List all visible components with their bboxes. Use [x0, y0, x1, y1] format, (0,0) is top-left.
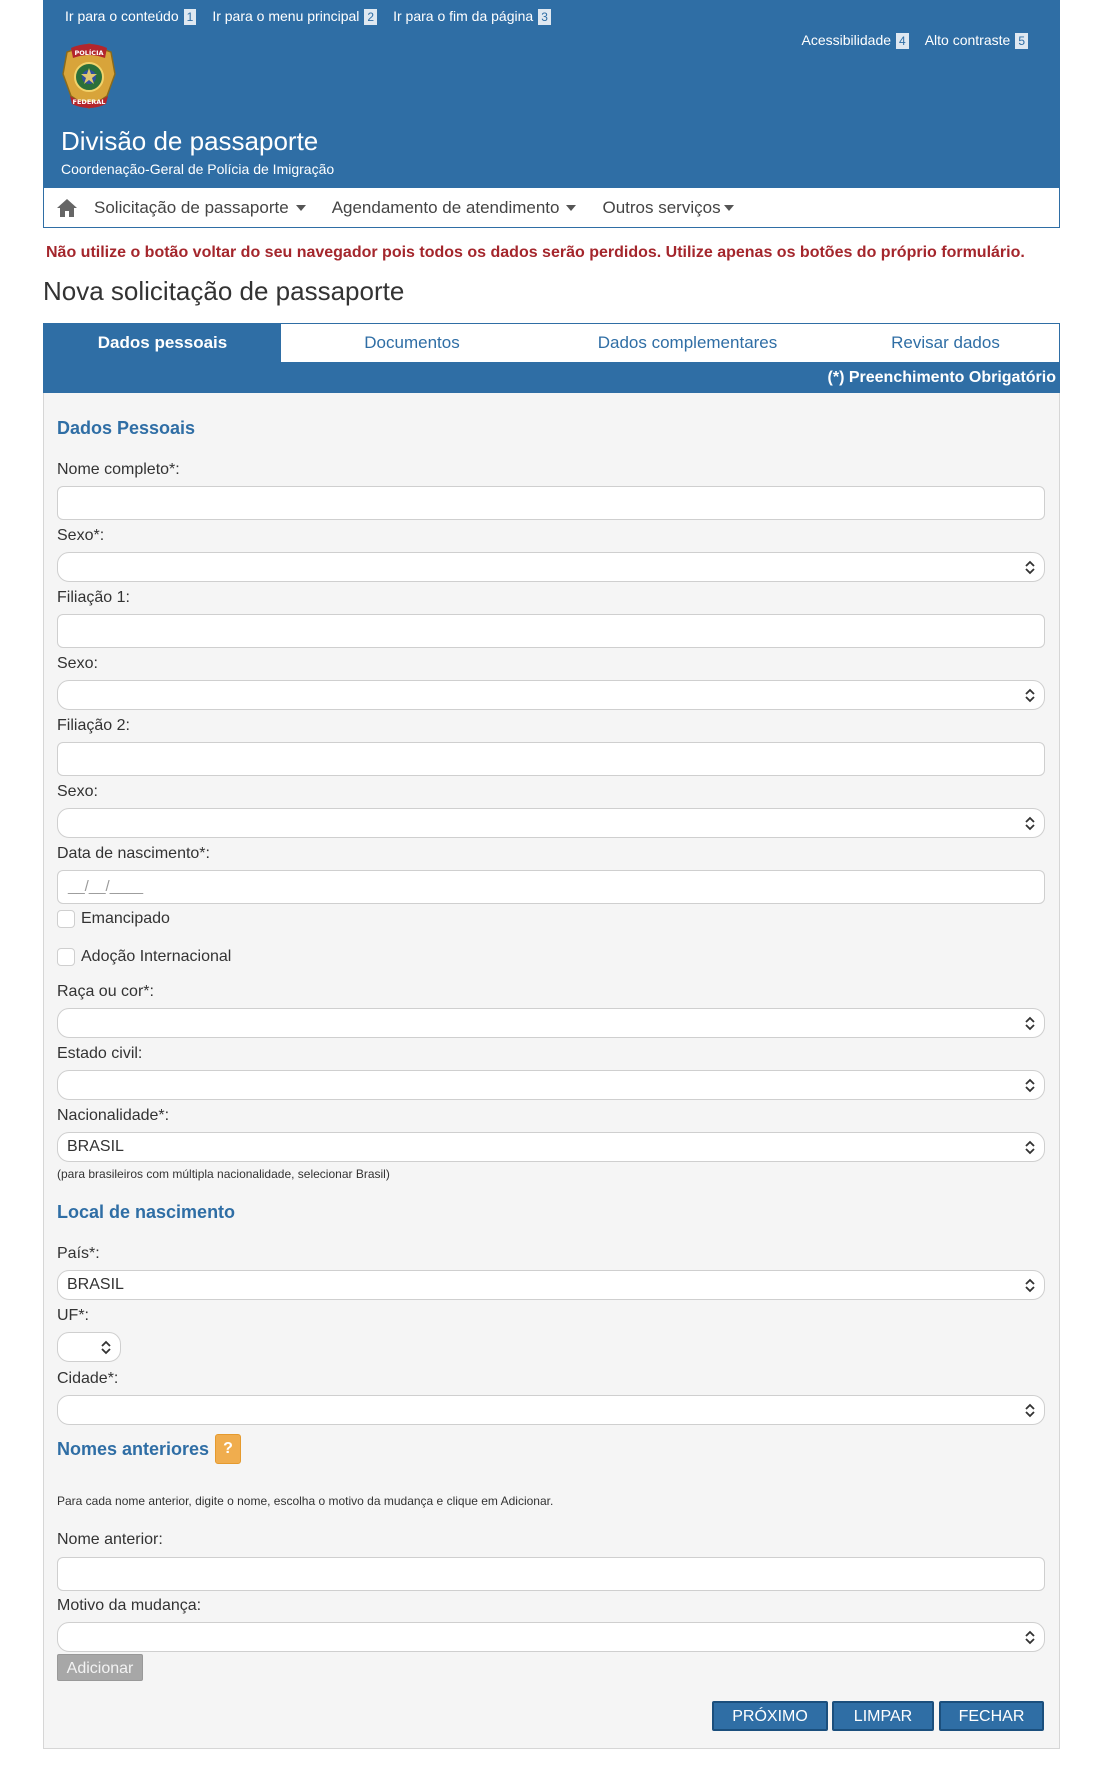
nome-completo-input[interactable] — [57, 486, 1045, 520]
pais-select[interactable]: BRASIL — [57, 1270, 1045, 1300]
select-arrows-icon — [1024, 1078, 1036, 1093]
accessibility-link[interactable]: Acessibilidade 4 — [802, 32, 909, 49]
caret-down-icon — [296, 205, 306, 211]
nav-item-outros[interactable]: Outros serviços — [602, 198, 733, 218]
skip-to-menu-link[interactable]: Ir para o menu principal 2 — [212, 8, 377, 25]
emancipado-checkbox[interactable]: Emancipado — [57, 910, 170, 928]
select-arrows-icon — [1024, 1278, 1036, 1293]
adicionar-button[interactable]: Adicionar — [57, 1654, 143, 1681]
label-sexo: Sexo*: — [57, 527, 105, 544]
high-contrast-link[interactable]: Alto contraste 5 — [925, 32, 1028, 49]
skip-links — [65, 8, 551, 25]
raca-cor-select[interactable] — [57, 1008, 1045, 1038]
select-arrows-icon — [1024, 688, 1036, 703]
label-filiacao-2: Filiação 2: — [57, 717, 130, 734]
checkbox-box[interactable] — [57, 910, 75, 928]
home-icon[interactable] — [56, 197, 78, 219]
label-uf: UF*: — [57, 1307, 89, 1324]
filiacao-1-input[interactable] — [57, 614, 1045, 648]
help-icon[interactable]: ? — [215, 1434, 241, 1464]
nacionalidade-hint: (para brasileiros com múltipla nacionalidade, selecionar Brasil) — [57, 1167, 390, 1181]
data-nascimento-input[interactable]: __/__/____ — [57, 870, 1045, 904]
limpar-button[interactable]: LIMPAR — [832, 1701, 934, 1731]
sexo-filiacao-2-select[interactable] — [57, 808, 1045, 838]
accessibility-links — [802, 32, 1028, 49]
filiacao-2-input[interactable] — [57, 742, 1045, 776]
label-filiacao-1: Filiação 1: — [57, 589, 130, 606]
back-button-warning: Não utilize o botão voltar do seu navegador pois todos os dados serão perdidos. Utilize apenas os botões do próprio formulário. — [46, 244, 1025, 261]
required-fields-note: (*) Preenchimento Obrigatório — [43, 363, 1060, 393]
main-nav — [43, 188, 1060, 228]
policia-federal-badge-icon — [61, 42, 117, 112]
tab-revisar-dados[interactable]: Revisar dados — [891, 333, 1000, 352]
caret-down-icon — [724, 205, 734, 211]
label-nacionalidade: Nacionalidade*: — [57, 1107, 170, 1124]
section-nomes-anteriores-header — [57, 1434, 241, 1464]
nome-anterior-input[interactable] — [57, 1557, 1045, 1591]
proximo-button[interactable]: PRÓXIMO — [712, 1701, 828, 1731]
skip-to-content-link[interactable]: Ir para o conteúdo 1 — [65, 8, 196, 25]
estado-civil-select[interactable] — [57, 1070, 1045, 1100]
label-estado-civil: Estado civil: — [57, 1045, 143, 1062]
label-nome-anterior: Nome anterior: — [57, 1531, 163, 1548]
tab-dados-pessoais[interactable]: Dados pessoais — [44, 324, 281, 362]
nacionalidade-select[interactable]: BRASIL — [57, 1132, 1045, 1162]
site-header — [43, 0, 1060, 188]
form-tabs — [43, 323, 1060, 363]
caret-down-icon — [566, 205, 576, 211]
select-arrows-icon — [1024, 1016, 1036, 1031]
adocao-internacional-checkbox[interactable]: Adoção Internacional — [57, 948, 231, 966]
nomes-anteriores-hint: Para cada nome anterior, digite o nome, escolha o motivo da mudança e clique em Adicionar. — [57, 1494, 554, 1508]
label-pais: País*: — [57, 1245, 100, 1262]
select-arrows-icon — [1024, 560, 1036, 575]
fechar-button[interactable]: FECHAR — [939, 1701, 1044, 1731]
select-arrows-icon — [1024, 816, 1036, 831]
label-data-nascimento: Data de nascimento*: — [57, 845, 210, 862]
site-title: Divisão de passaporte — [61, 126, 319, 156]
nav-item-solicitacao[interactable]: Solicitação de passaporte — [94, 198, 306, 218]
motivo-mudanca-select[interactable] — [57, 1622, 1045, 1652]
nav-item-agendamento[interactable]: Agendamento de atendimento — [332, 198, 577, 218]
svg-text:FEDERAL: FEDERAL — [72, 98, 106, 106]
sexo-filiacao-1-select[interactable] — [57, 680, 1045, 710]
select-arrows-icon — [100, 1340, 112, 1355]
select-arrows-icon — [1024, 1140, 1036, 1155]
section-local-nascimento: Local de nascimento — [57, 1202, 236, 1222]
svg-text:POLÍCIA: POLÍCIA — [74, 49, 104, 57]
select-arrows-icon — [1024, 1403, 1036, 1418]
checkbox-box[interactable] — [57, 948, 75, 966]
section-dados-pessoais: Dados Pessoais — [57, 418, 196, 438]
sexo-select[interactable] — [57, 552, 1045, 582]
tab-dados-complementares[interactable]: Dados complementares — [597, 333, 778, 352]
section-nomes-anteriores: Nomes anteriores — [57, 1438, 210, 1459]
label-nome-completo: Nome completo*: — [57, 461, 180, 478]
label-sexo-filiacao-2: Sexo: — [57, 783, 98, 800]
site-subtitle: Coordenação-Geral de Polícia de Imigração — [61, 161, 335, 177]
skip-to-footer-link[interactable]: Ir para o fim da página 3 — [393, 8, 551, 25]
label-raca-cor: Raça ou cor*: — [57, 983, 154, 1000]
label-sexo-filiacao-1: Sexo: — [57, 655, 98, 672]
label-motivo-mudanca: Motivo da mudança: — [57, 1597, 202, 1614]
page-title: Nova solicitação de passaporte — [43, 276, 405, 306]
label-cidade: Cidade*: — [57, 1370, 119, 1387]
tab-documentos[interactable]: Documentos — [364, 333, 460, 352]
select-arrows-icon — [1024, 1630, 1036, 1645]
uf-select[interactable] — [57, 1332, 121, 1362]
cidade-select[interactable] — [57, 1395, 1045, 1425]
